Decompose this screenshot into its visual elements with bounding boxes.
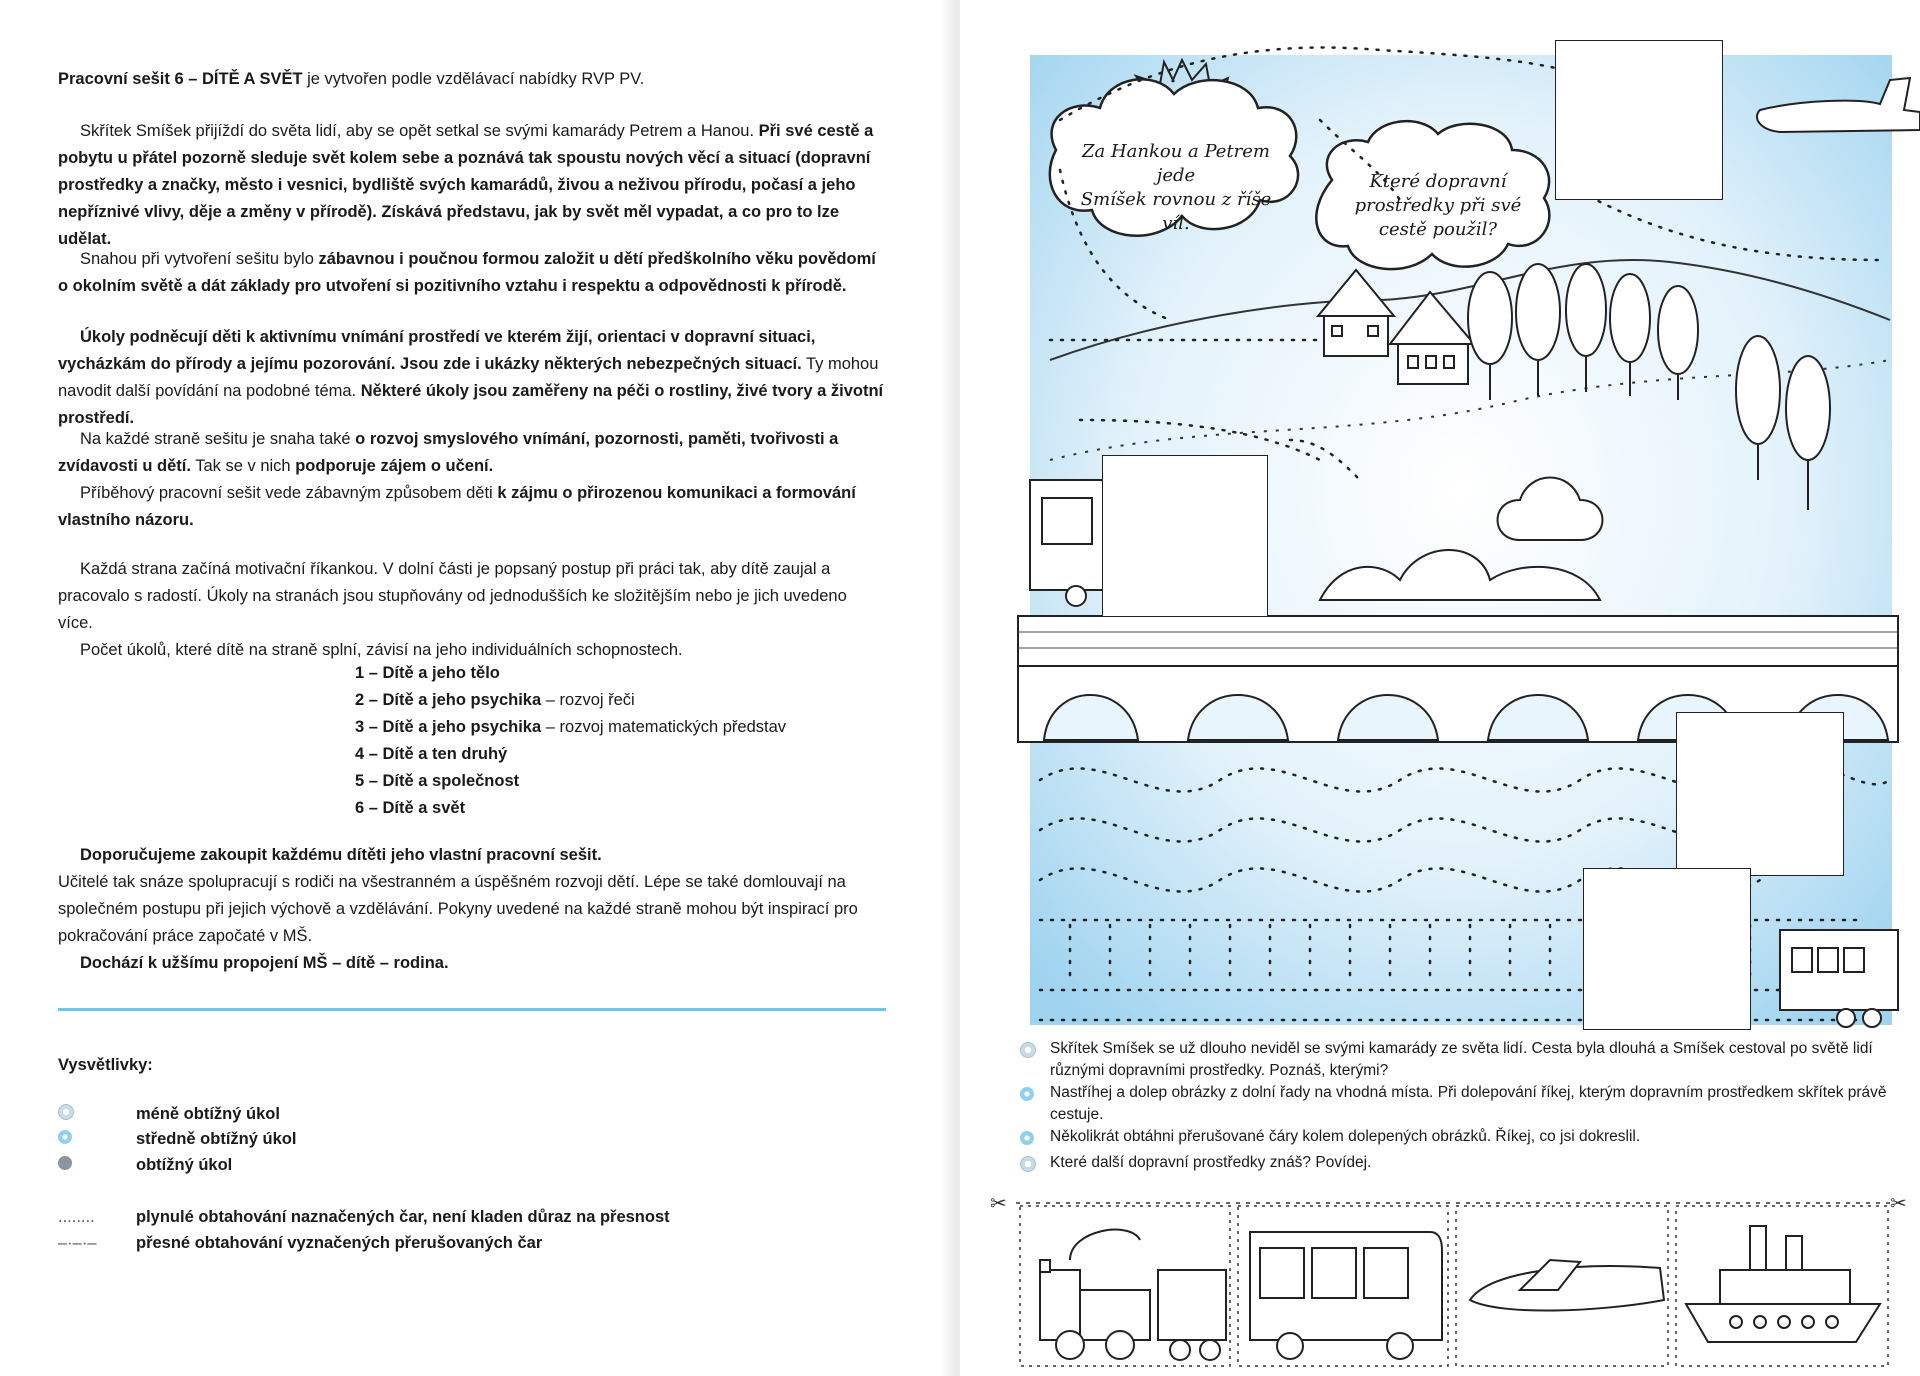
list-item: 1 – Dítě a jeho tělo (355, 664, 500, 682)
flower-icon (58, 1156, 72, 1170)
paragraph-recommendation: Doporučujeme zakoupit každému dítěti jeho vlastní pracovní sešit. Učitelé tak snáze spolupracují s rodiči na všestranném a úspěšném rozvoji dětí. Lépe se také domlouvají na společném postupu při jejich výchově a vzdělávání. Pokyny uvedené na každé straně mohou být inspirací pro pokračování práce započaté v MŠ. Dochází k užšímu propojení MŠ – dítě – rodina. (58, 846, 858, 972)
flower-icon (1020, 1042, 1036, 1058)
flower-icon (58, 1130, 72, 1144)
instruction-2: Nastříhej a dolep obrázky z dolní řady na vhodná místa. Při dolepování říkej, kterým dopravním prostředkem skřítek právě cestuje. (1020, 1082, 1890, 1126)
paste-box-bus[interactable] (1102, 455, 1268, 617)
bus-icon (1030, 480, 1110, 606)
legend-line-dashed: –·–·– přesné obtahování vyznačených přerušovaných čar (58, 1234, 543, 1252)
instruction-4: Které další dopravní prostředky znáš? Povídej. (1020, 1152, 1890, 1179)
airplane-icon (1470, 1260, 1664, 1311)
list-item: 2 – Dítě a jeho psychika – rozvoj řeči (355, 691, 635, 709)
divider (58, 1008, 886, 1011)
paragraph-tasks: Úkoly podněcují děti k aktivnímu vnímání prostředí ve kterém žijí, orientaci v dopravní situaci, vycházkám do přírody a jejímu pozorování. Jsou zde i ukázky některých nebezpečných situací. Ty mohou navodit další povídání na podobné téma. Některé úkoly jsou zaměřeny na péči o rostliny, živé tvory a životní prostředí. (58, 328, 884, 427)
legend-item-medium: středně obtížný úkol (58, 1130, 296, 1149)
paste-box-ship[interactable] (1676, 712, 1844, 876)
legend-line-dotted: ........ plynulé obtahování naznačených čar, není kladen důraz na přesnost (58, 1208, 670, 1226)
paragraph-goal: Snahou při vytvoření sešitu bylo zábavnou i poučnou formou založit u dětí předškolního věku povědomí o okolním světě a dát základy pro utvoření si pozitivního vztahu i respektu a odpovědnosti k přírodě. (58, 250, 876, 295)
legend-title: Vysvětlivky: (58, 1056, 153, 1074)
flower-icon (1020, 1156, 1036, 1172)
paragraph-story: Skřítek Smíšek přijíždí do světa lidí, aby se opět setkal se svými kamarády Petrem a Hanou. Při své cestě a pobytu u přátel pozorně sleduje svět kolem sebe a poznává tak spoustu nových věcí a situací (dopravní prostředky a značky, město i vesnici, bydliště svých kamarádů, živou a neživou přírodu, počasí a jeho nepříznivé vlivy, děje a změny v přírodě). Získává představu, jak by svět měl vypadat, a co pro to lze udělat. (58, 122, 874, 248)
flower-icon (1020, 1087, 1034, 1101)
instruction-3: Několikrát obtáhni přerušované čáry kolem dolepených obrázků. Říkej, co jsi dokreslil. (1020, 1126, 1890, 1152)
flower-icon (58, 1104, 74, 1120)
left-page (0, 0, 950, 1376)
bus-icon (1250, 1232, 1442, 1359)
paragraph-development: Na každé straně sešitu je snaha také o rozvoj smyslového vnímání, pozornosti, paměti, tvořivosti a zvídavosti u dětí. Tak se v nich podporuje zájem o učení. Příběhový pracovní sešit vede zábavným způsobem děti k zájmu o přirozenou komunikaci a formování vlastního názoru. (58, 430, 856, 529)
legend-item-hard: obtížný úkol (58, 1156, 232, 1175)
train-icon (1040, 1230, 1226, 1360)
ship-icon (1686, 1226, 1880, 1342)
cloud-left-text: Za Hankou a Petrem jede Smíšek rovnou z říše víl. (1080, 141, 1272, 234)
paragraph-structure: Každá strana začíná motivační říkankou. V dolní části je popsaný postup při práci tak, aby dítě zaujal a pracovalo s radostí. Úkoly na stranách jsou stupňovány od jednodušších ke složitějším nebo je jich uvedeno více. Počet úkolů, které dítě na straně splní, závisí na jeho individuálních schopnostech. (58, 560, 847, 659)
list-item: 3 – Dítě a jeho psychika – rozvoj matematických představ (355, 718, 787, 736)
intro-paragraph: Pracovní sešit 6 – DÍTĚ A SVĚT je vytvořen podle vzdělávací nabídky RVP PV. (58, 70, 645, 88)
series-list (355, 660, 786, 822)
list-item: 6 – Dítě a svět (355, 799, 466, 817)
list-item: 5 – Dítě a společnost (355, 772, 520, 790)
flower-icon (1020, 1131, 1034, 1145)
cloud-right-text: Které dopravní prostředky při své cestě použil? (1354, 171, 1522, 240)
scissors-icon: ✂ (990, 1191, 1007, 1215)
paste-box-airplane[interactable] (1555, 40, 1723, 200)
paste-box-train[interactable] (1583, 868, 1751, 1030)
list-item: 4 – Dítě a ten druhý (355, 745, 508, 763)
instructions (1020, 1038, 1890, 1179)
instruction-1: Skřítek Smíšek se už dlouho neviděl se svými kamarády ze světa lidí. Cesta byla dlouhá a Smíšek cestoval po světě lidí různými dopravními prostředky. Poznáš, kterými? (1020, 1038, 1890, 1082)
intro-title: Pracovní sešit 6 – DÍTĚ A SVĚT (58, 70, 303, 88)
legend-item-easy: méně obtížný úkol (58, 1104, 280, 1125)
scissors-icon: ✂ (1890, 1191, 1907, 1215)
